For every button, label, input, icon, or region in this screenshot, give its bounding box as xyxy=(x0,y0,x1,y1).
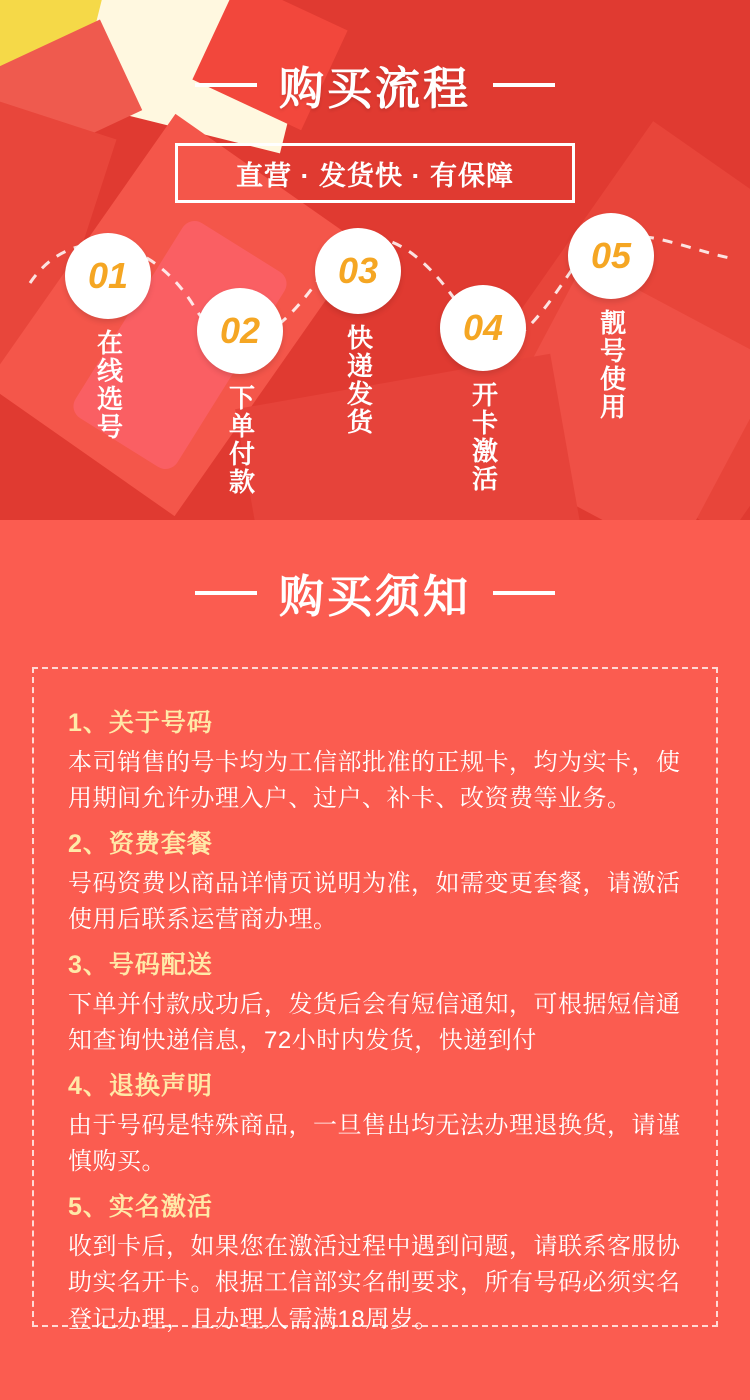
flow-step-5-number: 05 xyxy=(568,213,654,299)
notice-item-2-heading: 2、资费套餐 xyxy=(68,829,213,858)
flow-step-4 xyxy=(440,285,526,498)
notice-item-3-body: 下单并付款成功后，发货后会有短信通知，可根据短信通知查询快递信息，72小时内发货，快递到付 xyxy=(68,990,681,1055)
notice-dash-left xyxy=(195,591,257,595)
notice-item-4-body: 由于号码是特殊商品，一旦售出均无法办理退换货，请谨慎购买。 xyxy=(68,1111,681,1176)
notice-item-5-heading: 5、实名激活 xyxy=(68,1192,213,1221)
notice-box xyxy=(32,667,718,1333)
notice-item-2 xyxy=(68,824,682,939)
notice-item-5 xyxy=(68,1187,682,1338)
flow-step-3-number: 03 xyxy=(315,228,401,314)
notice-dash-right xyxy=(493,591,555,595)
flow-step-4-label: 开卡激活 xyxy=(468,381,499,493)
flow-steps xyxy=(0,213,750,513)
flow-step-5 xyxy=(568,213,654,426)
flow-step-1 xyxy=(65,233,151,446)
notice-item-1-body: 本司销售的号卡均为工信部批准的正规卡，均为实卡，使用期间允许办理入户、过户、补卡、改资费等业务。 xyxy=(68,749,681,813)
notice-item-3-heading: 3、号码配送 xyxy=(68,950,213,979)
flow-subtitle: 直营 · 发货快 · 有保障 xyxy=(236,160,514,191)
notice-title-row xyxy=(0,520,750,625)
flow-step-3-label: 快递发货 xyxy=(343,324,374,436)
flow-step-4-number: 04 xyxy=(440,285,526,371)
flow-step-2 xyxy=(197,288,283,501)
title-dash-left xyxy=(195,83,257,87)
flow-step-2-number: 02 xyxy=(197,288,283,374)
flow-subtitle-box xyxy=(175,143,575,203)
notice-item-1-heading: 1、关于号码 xyxy=(68,709,213,737)
flow-step-2-label: 下单付款 xyxy=(225,384,256,496)
notice-item-2-body: 号码资费以商品详情页说明为准，如需变更套餐，请激活使用后联系运营商办理。 xyxy=(68,869,681,934)
purchase-notice-section xyxy=(0,520,750,1400)
title-dash-right xyxy=(493,83,555,87)
notice-item-4 xyxy=(68,1066,682,1181)
notice-item-4-heading: 4、退换声明 xyxy=(68,1071,213,1100)
notice-item-5-body: 收到卡后，如果您在激活过程中遇到问题，请联系客服协助实名开卡。根据工信部实名制要求，所有号码必须实名登记办理，且办理人需满18周岁。 xyxy=(68,1232,681,1333)
page-title: 购买流程 xyxy=(278,63,471,114)
flow-step-5-label: 靓号使用 xyxy=(596,309,627,421)
notice-item-3 xyxy=(68,945,682,1060)
flow-step-1-label: 在线选号 xyxy=(93,329,124,441)
flow-step-1-number: 01 xyxy=(65,233,151,319)
notice-item-1 xyxy=(68,703,682,818)
purchase-flow-section xyxy=(0,0,750,520)
notice-title: 购买须知 xyxy=(278,571,471,622)
flow-title-row xyxy=(0,0,750,117)
flow-step-3 xyxy=(315,228,401,441)
